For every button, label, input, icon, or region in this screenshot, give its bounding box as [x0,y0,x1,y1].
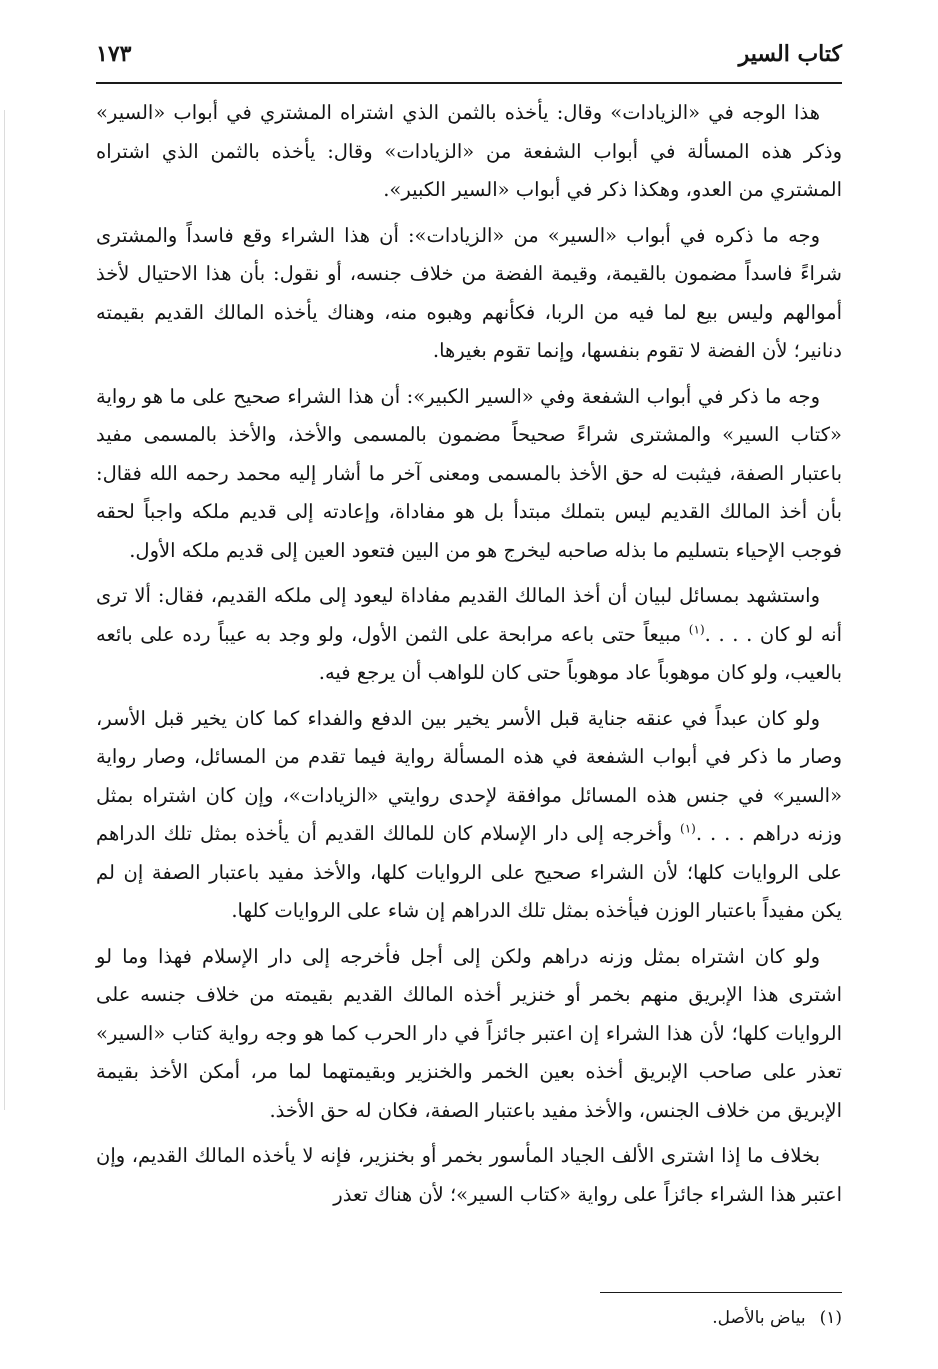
footnote-separator [600,1292,842,1293]
paragraph-text: واستشهد بمسائل لبيان أن أخذ المالك القديم مفاداة ليعود إلى ملكه القديم، فقال: ألا ترى أنه لو كان . . . . [96,584,842,646]
main-text [96,94,842,1221]
paragraph: ولو كان اشتراه بمثل وزنه دراهم ولكن إلى أجل فأخرجه إلى دار الإسلام فهذا وما لو اشترى هذا الإبريق منهم بخمر أو خنزير أخذه المالك القديم بقيمته من خلاف جنسه على الروايات كلها؛ لأن هذا الشراء إن اعتبر جائزاً في دار الحرب كما هو وجه رواية كتاب «السير» تعذر على صاحب الإبريق أخذه بعين الخمر والخنزير وبقيمتهما لما مر، أمكن الأخذ بقيمة الإبريق من خلاف الجنس، والأخذ مفيد باعتبار الصفة، فكان له حق الأخذ. [96,944,842,1122]
running-header [96,34,842,74]
paragraph-text: وأخرجه إلى دار الإسلام كان للمالك القديم أن يأخذه بمثل تلك الدراهم على الروايات كلها؛ لأن الشراء صحيح على الروايات كلها، والأخذ مفيد باعتبار الصفة إن لم يكن مفيداً باعتبار الوزن فيأخذه بمثل تلك الدراهم إن شاء على الروايات كلها. [96,822,842,922]
footnote [712,1304,842,1332]
footnote-text: بياض بالأصل. [712,1308,806,1328]
paragraph-text: مبيعاً حتى باعه مرابحة على الثمن الأول، ولو وجد به عيباً رده على بائعه بالعيب، ولو كان موهوباً عاد موهوباً حتى كان للواهب أن يرجع فيه. [96,622,842,684]
footnote-reference[interactable]: (١) [688,622,705,636]
book-title: كتاب السير [738,41,842,67]
footnote-reference[interactable]: (١) [680,821,696,836]
paragraph: بخلاف ما إذا اشترى الألف الجياد المأسور بخمر أو بخنزير، فإنه لا يأخذه المالك القديم، وإن اعتبر هذا الشراء جائزاً على رواية «كتاب السير»؛ لأن هناك تعذر [96,1144,842,1206]
paragraph-text: ولو كان عبداً في عنقه جناية قبل الأسر يخير بين الدفع والفداء كما كان يخير قبل الأسر، وصار ما ذكر في أبواب الشفعة في هذه المسألة رواية فيما تقدم من المسائل، وصار رواية «السير» في جنس هذه المسائل موافقة لإحدى روايتي «الزيادات»، وإن كان اشتراه بمثل وزنه دراهم . . . . [96,706,843,845]
paragraph: وجه ما ذكره في أبواب «السير» من «الزيادات»: أن هذا الشراء وقع فاسداً والمشترى شراءً فاسداً مضمون بالقيمة، وقيمة الفضة من خلاف جنسه، أو نقول: بأن هذا الاحتيال لأخذ أموالهم وليس بيع لما فيه من الربا، فكأنهم وهبوه منه، وهناك يأخذه المالك القديم بقيمته دنانير؛ لأن الفضة لا تقوم بنفسها، وإنما تقوم بغيرها. [96,223,842,362]
page-edge-shadow [4,110,5,1110]
footnote-mark: (١) [819,1308,842,1328]
paragraph [96,700,842,931]
paragraph: وجه ما ذكر في أبواب الشفعة وفي «السير الكبير»: أن هذا الشراء صحيح على ما هو رواية «كتاب السير» والمشترى شراءً صحيحاً مضمون بالمسمى والأخذ، والأخذ بالمسمى مفيد باعتبار الصفة، فيثبت له حق الأخذ بالمسمى ومعنى آخر ما أشار إليه محمد رحمه الله فقال: بأن أخذ المالك القديم ليس بتملك مبتدأ بل هو مفاداة، وإعادته إلى قديم ملكه واجباً لحقه فوجب الإحياء بتسليم ما بذله صاحبه ليخرج هو من البين فتعود العين إلى قديم ملكه الأول. [96,384,842,562]
header-rule [96,82,842,84]
page-number: ١٧٣ [96,41,132,67]
paragraph: هذا الوجه في «الزيادات» وقال: يأخذه بالثمن الذي اشتراه المشتري في أبواب «السير» وذكر هذه المسألة في أبواب الشفعة من «الزيادات» وقال: يأخذه بالثمن الذي اشتراه المشتري من العدو، وهكذا ذكر في أبواب «السير الكبير». [96,101,842,201]
paragraph [96,577,842,693]
